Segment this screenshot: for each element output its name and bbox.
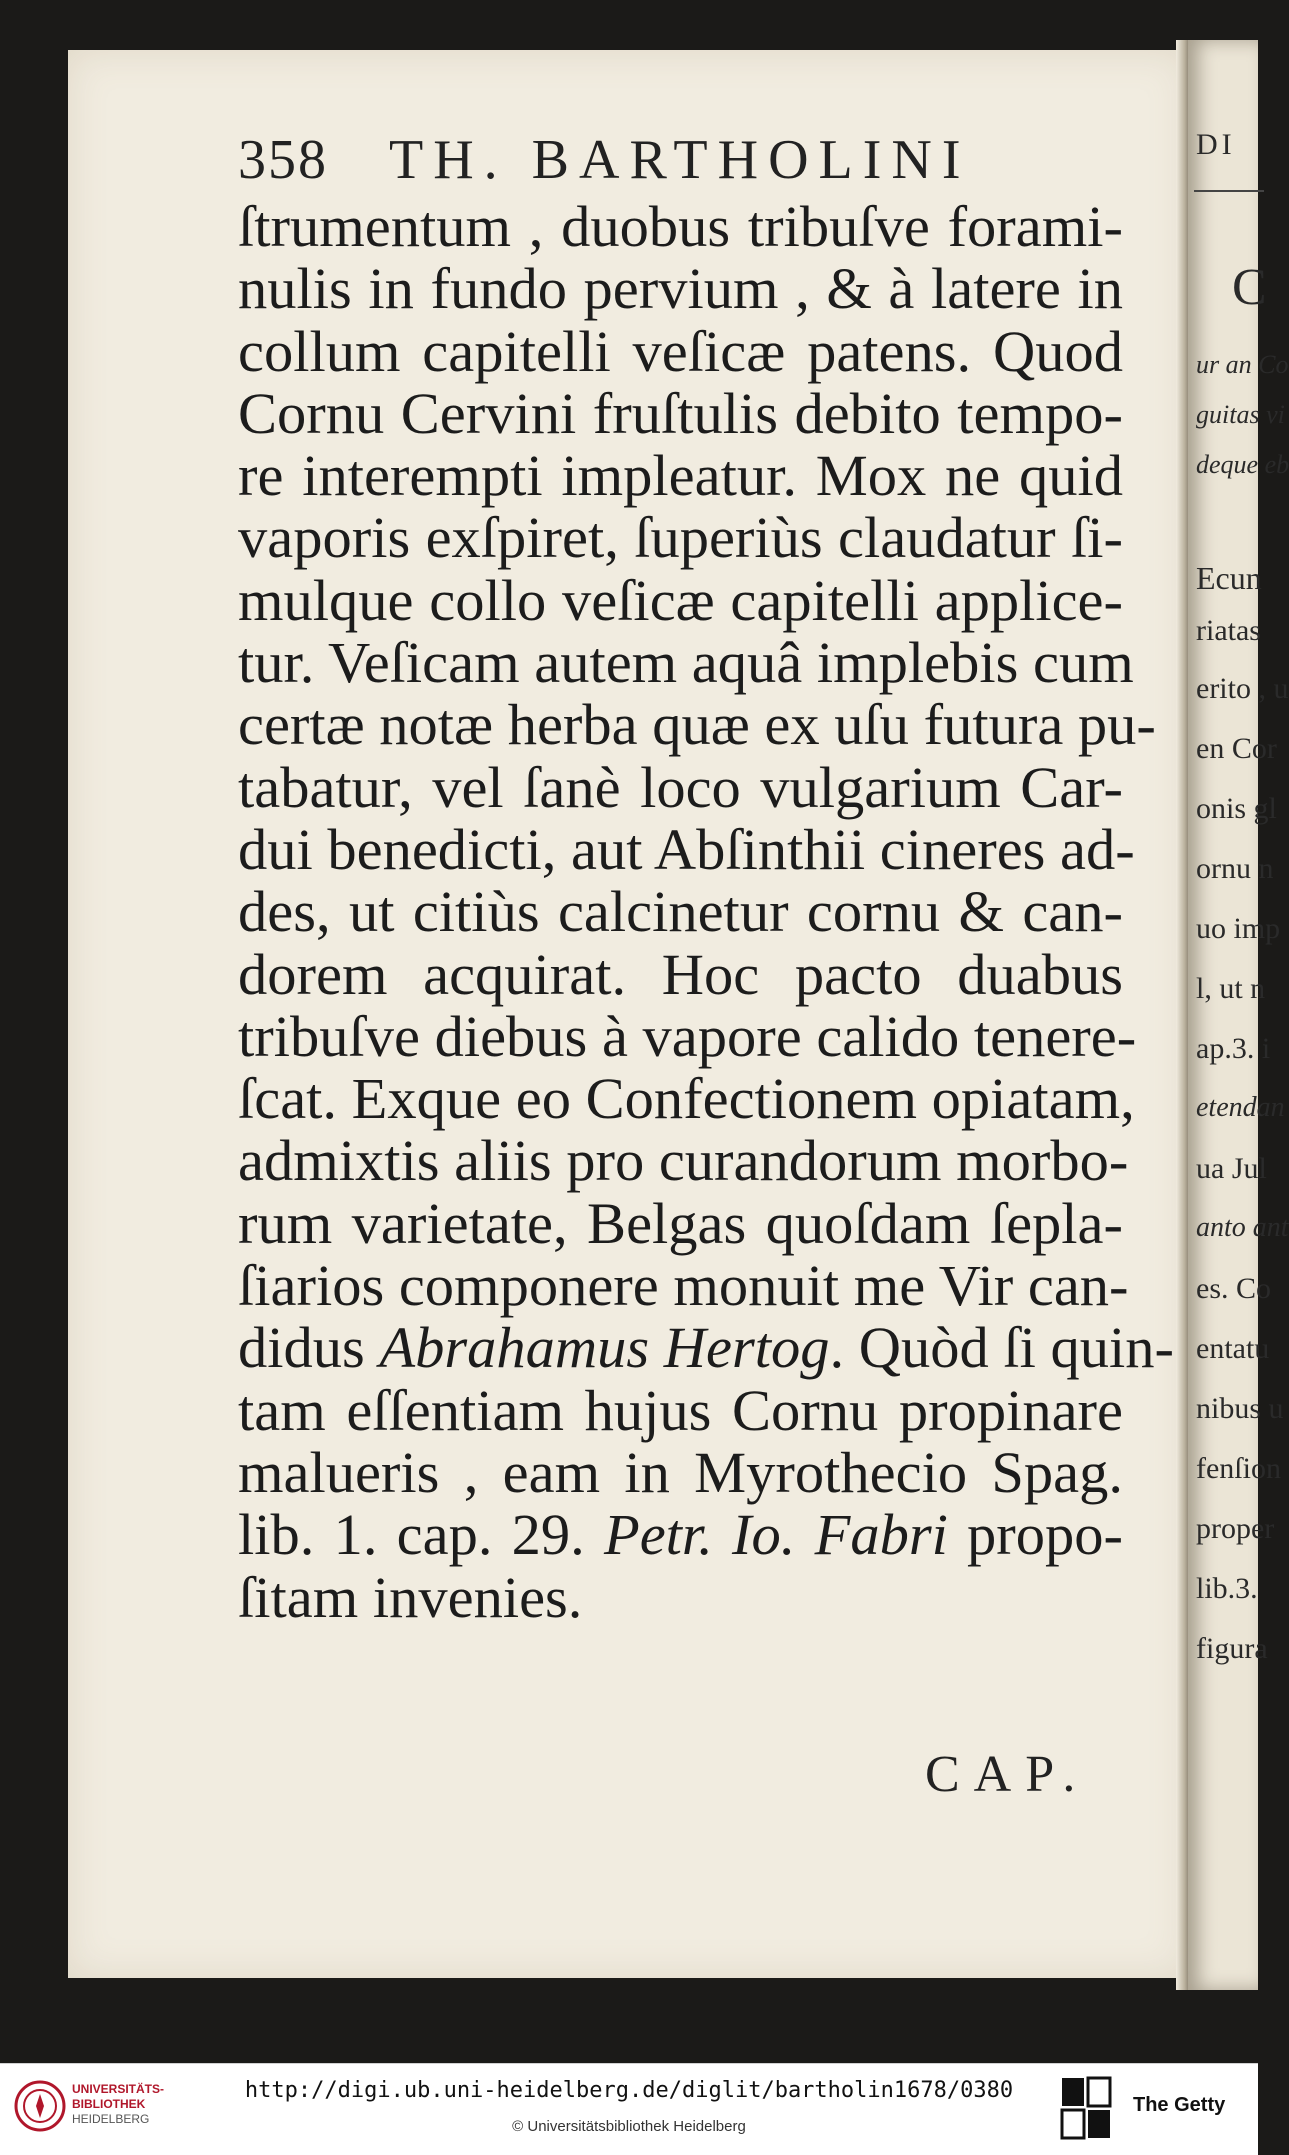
text-line: re interempti impleatur. Mox ne quid xyxy=(238,443,1123,509)
copyright-notice: © Universitätsbibliothek Heidelberg xyxy=(512,2118,746,2135)
next-page-side-note: guitas vi xyxy=(1196,400,1285,429)
next-page-line: riatas xyxy=(1196,614,1261,647)
partner-name[interactable]: The Getty xyxy=(1133,2094,1226,2116)
text-line: nulis in fundo pervium , & à latere in xyxy=(238,256,1123,322)
next-page-line: fenſion xyxy=(1196,1452,1281,1485)
text-line: tribuſve diebus à vapore calido tenere- xyxy=(238,1003,1137,1069)
next-page-line: ornu n xyxy=(1196,852,1274,885)
getty-logo-icon xyxy=(1060,2076,1112,2142)
running-title: TH. BARTHOLINI xyxy=(389,129,971,191)
next-page-line: onis gl xyxy=(1196,792,1277,825)
text-segment: didus xyxy=(238,1315,380,1381)
text-line: tam eſſentiam hujus Cornu propinare xyxy=(238,1377,1123,1443)
next-page-line: proper xyxy=(1196,1512,1275,1545)
author-name-italic: Abrahamus Hertog xyxy=(379,1315,830,1381)
text-line: malueris , eam in Myrothecio Spag. xyxy=(238,1439,1123,1505)
next-page-line: etendan xyxy=(1196,1092,1285,1123)
next-page-initial: C xyxy=(1232,259,1267,316)
permalink-url[interactable]: http://digi.ub.uni-heidelberg.de/diglit/bartholin1678/0380 xyxy=(244,2078,1014,2103)
next-page-line: ua Jul xyxy=(1196,1152,1267,1185)
text-line: collum capitelli veſicæ patens. Quod xyxy=(238,318,1123,384)
text-line-last: ſitam invenies. xyxy=(238,1564,583,1630)
text-line xyxy=(238,1504,1123,1566)
next-page-line: nibus u xyxy=(1196,1392,1284,1425)
next-page-line: en Cor xyxy=(1196,732,1277,765)
institution-line: UNIVERSITÄTS- xyxy=(72,2082,165,2096)
next-page-line: lib.3. xyxy=(1196,1572,1258,1605)
text-line: certæ notæ herba quæ ex uſu futura pu- xyxy=(238,692,1156,758)
text-line: ſcat. Exque eo Confectionem opiatam, xyxy=(238,1066,1135,1132)
body-text xyxy=(238,194,1175,1630)
text-line: tur. Veſicam autem aquâ implebis cum xyxy=(238,630,1134,696)
next-page-header: DI xyxy=(1196,128,1236,161)
viewer-footer xyxy=(0,2063,1258,2155)
running-head xyxy=(238,128,998,192)
text-line: dorem acquirat. Hoc pacto duabus xyxy=(238,941,1123,1007)
author-name-italic: Petr. Io. Fabri xyxy=(603,1502,948,1568)
text-line: rum varietate, Belgas quoſdam ſepla- xyxy=(238,1190,1123,1256)
institution-line: HEIDELBERG xyxy=(72,2112,150,2126)
institution-line: BIBLIOTHEK xyxy=(72,2097,146,2111)
next-page-side-note: deque eb xyxy=(1196,450,1289,479)
next-page-line: ap.3. i xyxy=(1196,1032,1271,1065)
text-line: mulque collo veſicæ capitelli applice- xyxy=(238,567,1123,633)
next-page-line: Ecun xyxy=(1196,560,1262,596)
next-page-line: entatu xyxy=(1196,1332,1270,1365)
next-page-rule xyxy=(1194,190,1264,192)
next-page-line: figura xyxy=(1196,1632,1268,1665)
next-page-line: es. Co xyxy=(1196,1272,1271,1305)
next-page-side-note: ur an Co xyxy=(1196,350,1289,379)
next-page-line: l, ut n xyxy=(1196,972,1266,1005)
text-segment: lib. 1. cap. 29. xyxy=(238,1502,604,1568)
text-line: vaporis exſpiret, ſuperiùs claudatur ſi- xyxy=(238,505,1123,571)
next-page-line: uo imp xyxy=(1196,912,1281,945)
next-page-edge xyxy=(1188,40,1289,1990)
text-line: des, ut citiùs calcinetur cornu & can- xyxy=(238,879,1123,945)
text-line: ſiarios componere monuit me Vir can- xyxy=(238,1253,1129,1319)
text-line: dui benedicti, aut Abſinthii cineres ad- xyxy=(238,816,1135,882)
next-page-line: erito , u xyxy=(1196,672,1289,705)
catchword: CAP. xyxy=(925,1746,1090,1803)
text-segment: propo- xyxy=(947,1502,1124,1568)
text-line: ſtrumentum , duobus tribuſve forami- xyxy=(238,194,1123,259)
text-line: tabatur, vel ſanè loco vulgarium Car- xyxy=(238,754,1123,820)
text-segment: . Quòd ſi quin- xyxy=(829,1315,1175,1381)
next-page-line: anto ant xyxy=(1196,1212,1289,1243)
text-line: Cornu Cervini fruſtulis debito tempo- xyxy=(238,380,1123,446)
page-number: 358 xyxy=(238,129,328,191)
text-line xyxy=(238,1315,1175,1381)
text-line: admixtis aliis pro curandorum morbo- xyxy=(238,1128,1129,1194)
